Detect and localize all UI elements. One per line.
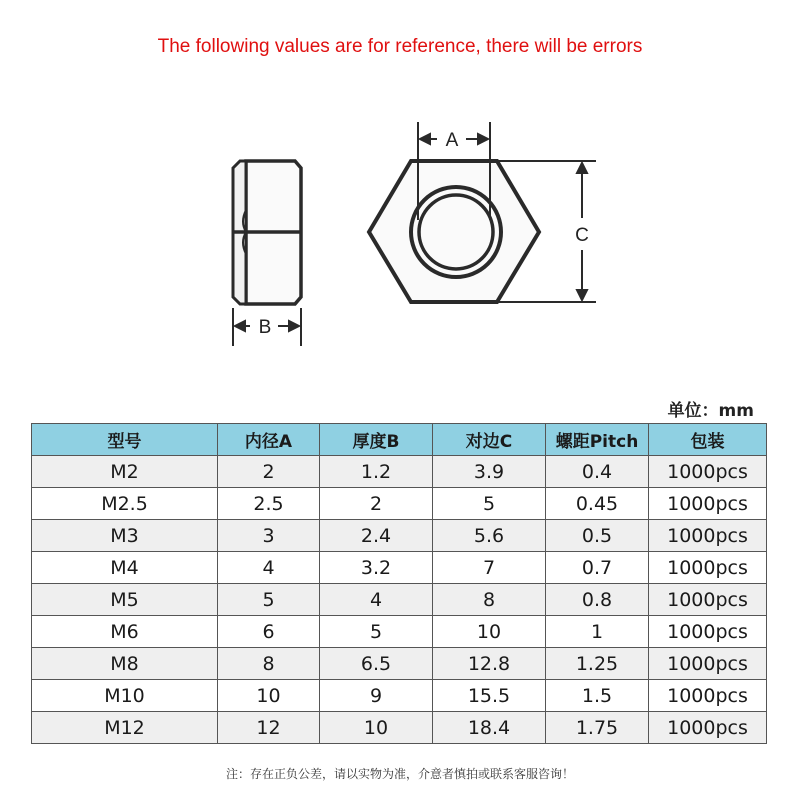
cell-across-flats: 12.8	[433, 648, 546, 680]
cell-thickness: 9	[320, 680, 433, 712]
tolerance-footnote: 注：存在正负公差，请以实物为准，介意者慎拍或联系客服咨询！	[225, 767, 574, 781]
cell-thickness: 1.2	[320, 456, 433, 488]
cell-model: M3	[32, 520, 218, 552]
cell-model: M6	[32, 616, 218, 648]
table-row	[32, 680, 767, 712]
cell-pitch: 1	[546, 616, 649, 648]
cell-pitch: 1.25	[546, 648, 649, 680]
table-row	[32, 552, 767, 584]
cell-model: M10	[32, 680, 218, 712]
cell-packaging: 1000pcs	[649, 712, 767, 744]
cell-packaging: 1000pcs	[649, 680, 767, 712]
cell-packaging: 1000pcs	[649, 552, 767, 584]
label-a: A	[445, 130, 459, 151]
cell-inner-diameter: 6	[218, 616, 320, 648]
header-packaging: 包装	[649, 424, 767, 456]
hex-nut-diagram	[0, 110, 800, 370]
cell-packaging: 1000pcs	[649, 488, 767, 520]
cell-pitch: 0.4	[546, 456, 649, 488]
table-row	[32, 520, 767, 552]
cell-across-flats: 7	[433, 552, 546, 584]
cell-packaging: 1000pcs	[649, 456, 767, 488]
cell-thickness: 4	[320, 584, 433, 616]
cell-model: M2	[32, 456, 218, 488]
cell-inner-diameter: 2.5	[218, 488, 320, 520]
cell-inner-diameter: 12	[218, 712, 320, 744]
header-thickness: 厚度B	[320, 424, 433, 456]
cell-packaging: 1000pcs	[649, 616, 767, 648]
table-row	[32, 456, 767, 488]
cell-thickness: 3.2	[320, 552, 433, 584]
cell-thickness: 10	[320, 712, 433, 744]
reference-notice: The following values are for reference, there will be errors	[157, 36, 643, 57]
cell-across-flats: 5	[433, 488, 546, 520]
cell-across-flats: 8	[433, 584, 546, 616]
cell-pitch: 0.7	[546, 552, 649, 584]
header-model: 型号	[32, 424, 218, 456]
cell-model: M8	[32, 648, 218, 680]
cell-thickness: 2.4	[320, 520, 433, 552]
nut-spec-table	[31, 423, 767, 744]
cell-inner-diameter: 4	[218, 552, 320, 584]
header-across-flats: 对边C	[433, 424, 546, 456]
cell-inner-diameter: 8	[218, 648, 320, 680]
label-c: C	[575, 225, 589, 246]
cell-across-flats: 15.5	[433, 680, 546, 712]
table-header-row	[32, 424, 767, 456]
table-row	[32, 584, 767, 616]
cell-pitch: 0.8	[546, 584, 649, 616]
cell-pitch: 0.45	[546, 488, 649, 520]
table-row	[32, 648, 767, 680]
cell-model: M5	[32, 584, 218, 616]
cell-inner-diameter: 5	[218, 584, 320, 616]
table-row	[32, 616, 767, 648]
cell-pitch: 0.5	[546, 520, 649, 552]
unit-label: 单位：mm	[667, 401, 754, 421]
table-row	[32, 712, 767, 744]
header-pitch: 螺距Pitch	[546, 424, 649, 456]
cell-pitch: 1.5	[546, 680, 649, 712]
cell-inner-diameter: 2	[218, 456, 320, 488]
cell-across-flats: 10	[433, 616, 546, 648]
cell-across-flats: 18.4	[433, 712, 546, 744]
cell-packaging: 1000pcs	[649, 584, 767, 616]
cell-pitch: 1.75	[546, 712, 649, 744]
cell-model: M2.5	[32, 488, 218, 520]
cell-across-flats: 5.6	[433, 520, 546, 552]
cell-across-flats: 3.9	[433, 456, 546, 488]
cell-thickness: 5	[320, 616, 433, 648]
label-b: B	[258, 317, 272, 338]
cell-thickness: 6.5	[320, 648, 433, 680]
cell-packaging: 1000pcs	[649, 648, 767, 680]
nut-side-view	[233, 161, 301, 304]
header-inner-diameter: 内径A	[218, 424, 320, 456]
cell-inner-diameter: 10	[218, 680, 320, 712]
cell-model: M12	[32, 712, 218, 744]
cell-thickness: 2	[320, 488, 433, 520]
cell-model: M4	[32, 552, 218, 584]
table-row	[32, 488, 767, 520]
cell-inner-diameter: 3	[218, 520, 320, 552]
nut-front-view	[369, 161, 539, 302]
cell-packaging: 1000pcs	[649, 520, 767, 552]
